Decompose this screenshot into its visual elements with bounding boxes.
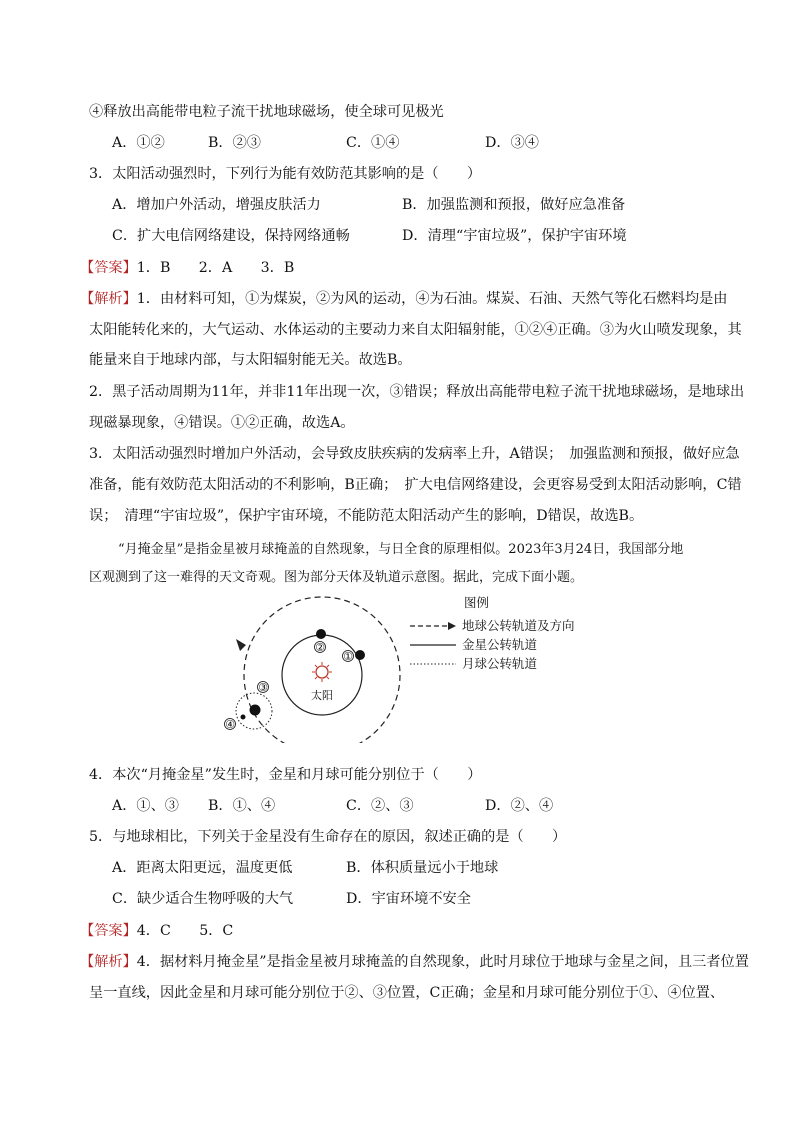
svg-text:①: ① [343, 650, 353, 663]
venus-position-dot [316, 629, 326, 639]
analysis-line: 能量来自于地球内部，与太阳辐射能无关。故选B。 [89, 352, 412, 368]
analysis-text: 4．据材料月掩金星”是指金星被月球掩盖的自然现象，此时月球位于地球与金星之间，且三者位置 [136, 954, 749, 970]
venus-position-dot [355, 650, 365, 660]
analysis-label: 【解析】 [80, 291, 137, 307]
q4-option-d: D．②、④ [485, 798, 554, 814]
orbit-diagram-svg [222, 593, 582, 743]
material-line: “月掩金星”是指金星被月球掩盖的自然现象，与日全食的原理相似。2023年3月24日，我国部分地 [118, 542, 684, 557]
legend-title: 图例 [464, 595, 490, 610]
q3-option-c: C．扩大电信网络建设，保持网络通畅 [112, 228, 350, 244]
answer-block-1 [80, 258, 294, 278]
analysis-line: 误； 清理“宇宙垃圾”，保护宇宙环境，不能防范太阳活动产生的影响，D错误，故选B。 [89, 508, 644, 524]
analysis-line: 呈一直线，因此金星和月球可能分别位于②、③位置，C正确；金星和月球可能分别位于①、④位置、 [89, 985, 725, 1001]
point-label-3 [258, 681, 269, 694]
q2-option-d: D．③④ [485, 135, 539, 151]
point-label-1 [343, 650, 354, 663]
analysis-line: 3．太阳活动强烈时增加户外活动，会导致皮肤疾病的发病率上升，A错误； 加强监测和预报，做好应急 [89, 446, 740, 462]
q4-option-c: C．②、③ [346, 798, 414, 814]
answer-label: 【答案】 [80, 260, 137, 276]
q5-option-d: D．宇宙环境不安全 [346, 891, 471, 907]
answer-block-2 [80, 921, 233, 941]
point-label-4 [225, 718, 236, 731]
answer-label: 【答案】 [80, 923, 137, 939]
legend-venus-orbit [410, 637, 538, 652]
svg-text:④: ④ [225, 718, 235, 731]
material-line: 区观测到了这一难得的天文奇观。图为部分天体及轨道示意图。据此，完成下面小题。 [89, 570, 584, 585]
q3-option-b: B．加强监测和预报，做好应急准备 [402, 197, 626, 213]
analysis-line: 准备，能有效防范太阳活动的不利影响，B正确； 扩大电信网络建设，会更容易受到太阳活动影响，C错 [89, 477, 742, 493]
svg-text:②: ② [315, 641, 325, 654]
legend-moon-orbit [410, 656, 538, 671]
answer-text: 4．C 5．C [136, 923, 234, 939]
earth-orbit [244, 597, 400, 743]
analysis-line [80, 952, 749, 972]
q4-option-b: B．①、④ [208, 798, 276, 814]
q2-statement-4: ④释放出高能带电粒子流干扰地球磁场，使全球可见极光 [89, 104, 444, 120]
q5-option-a: A．距离太阳更远，温度更低 [112, 860, 293, 876]
q5-option-c: C．缺少适合生物呼吸的大气 [112, 891, 294, 907]
moon-dot [241, 715, 246, 720]
analysis-text: 1．由材料可知，①为煤炭，②为风的运动，④为石油。煤炭、石油、天然气等化石燃料均是由 [136, 291, 728, 307]
svg-text:金星公转轨道: 金星公转轨道 [462, 637, 538, 652]
analysis-line: 现磁暴现象，④错误。①②正确，故选A。 [89, 415, 355, 431]
q2-option-c: C．①④ [346, 135, 400, 151]
q5-option-b: B．体积质量远小于地球 [346, 860, 499, 876]
analysis-label: 【解析】 [80, 954, 137, 970]
earth-dot [250, 705, 261, 716]
q3-option-d: D．清理“宇宙垃圾”，保护宇宙环境 [402, 228, 627, 244]
orbit-diagram [222, 593, 582, 743]
q3-option-a: A．增加户外活动，增强皮肤活力 [112, 197, 321, 213]
point-label-2 [315, 641, 326, 654]
analysis-line: 2．黑子活动周期为11年，并非11年出现一次，③错误；释放出高能带电粒子流干扰地球磁场，是地球出 [89, 384, 745, 400]
q2-option-b: B．②③ [208, 135, 261, 151]
earth-orbit-direction-arrow [236, 639, 246, 651]
q4-option-a: A．①、③ [112, 798, 179, 814]
analysis-line [80, 289, 727, 309]
svg-text:月球公转轨道: 月球公转轨道 [462, 656, 538, 671]
analysis-line: 太阳能转化来的，大气运动、水体运动的主要动力来自太阳辐射能，①②④正确。③为火山喷发现象，其 [89, 322, 742, 338]
q4-stem: 4．本次“月掩金星”发生时，金星和月球可能分别位于（ ） [89, 767, 482, 783]
svg-text:地球公转轨道及方向: 地球公转轨道及方向 [462, 618, 575, 633]
svg-text:③: ③ [258, 681, 268, 694]
sun-icon [312, 662, 332, 682]
q3-stem: 3．太阳活动强烈时，下列行为能有效防范其影响的是（ ） [89, 166, 482, 182]
sun-label: 太阳 [311, 689, 333, 702]
answer-text: 1．B 2．A 3．B [136, 260, 295, 276]
legend-earth-orbit [410, 618, 575, 633]
q5-stem: 5．与地球相比，下列关于金星没有生命存在的原因，叙述正确的是（ ） [89, 829, 567, 845]
q2-option-a: A．①② [112, 135, 165, 151]
